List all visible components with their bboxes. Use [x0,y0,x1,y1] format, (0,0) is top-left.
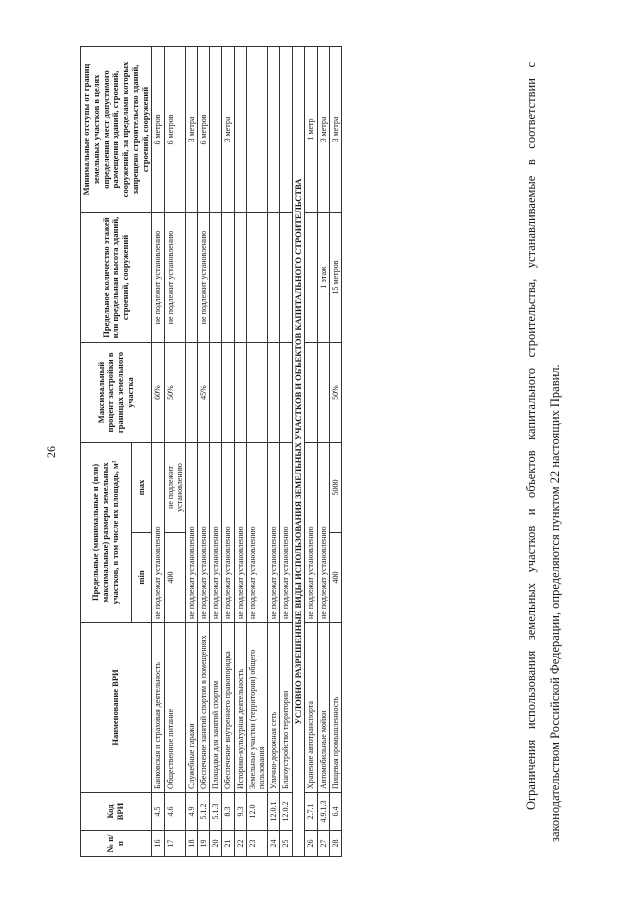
table-cell [280,213,292,343]
table-cell: не подлежат установлению [222,443,234,623]
table-cell: 21 [222,831,234,857]
table-row [152,47,164,857]
table-cell [317,343,329,443]
table-cell [210,213,222,343]
table-row [280,47,292,857]
table-cell: 6 метров [198,47,210,213]
table-cell: не подлежат установлению [305,443,317,623]
table-cell: не подлежат установлению [185,443,197,623]
table-cell: 16 [152,831,164,857]
table-cell: 5.1.2 [198,793,210,831]
table-cell: 3 метра [329,47,341,213]
table-cell: 27 [317,831,329,857]
table-row [305,47,317,857]
table-cell: 23 [246,831,267,857]
table-cell: 12.0.1 [268,793,280,831]
section-row [292,47,305,857]
table-cell: 1 метр [305,47,317,213]
table-cell [210,47,222,213]
table-cell: Общественное питание [164,623,185,793]
table-cell [305,213,317,343]
header-code: Код ВРИ [81,793,152,831]
table-cell: 400 [329,533,341,623]
table-cell [280,343,292,443]
table-cell: 4.9 [185,793,197,831]
table-cell: Банковская и страховая деятельность [152,623,164,793]
table-cell: 6 метров [152,47,164,213]
table-cell [234,343,246,443]
table-cell: не подлежат установлению [152,443,164,623]
table-cell: Автомобильные мойки [317,623,329,793]
table-cell: 8.3 [222,793,234,831]
table-cell: 1 этаж [317,213,329,343]
table-cell: 50% [329,343,341,443]
table-cell: Пищевая промышленность [329,623,341,793]
table-cell: Обеспечение занятий спортом в помещениях [198,623,210,793]
table-cell: 3 метра [185,47,197,213]
table-cell: Земельные участки (территории) общего пользования [246,623,267,793]
table-cell [268,47,280,213]
table-cell [280,47,292,213]
table-cell: не подлежат установлению [198,443,210,623]
table-cell [185,343,197,443]
table-cell: Хранение автотранспорта [305,623,317,793]
table-row [198,47,210,857]
table-cell: 28 [329,831,341,857]
table-cell: 6 метров [164,47,185,213]
table-cell: 26 [305,831,317,857]
table-cell: 2.7.1 [305,793,317,831]
table-cell: 4.9.1.3 [317,793,329,831]
conditional-rows [305,47,342,857]
page-number: 26 [44,446,58,458]
table-row [234,47,246,857]
table-cell [305,343,317,443]
table-cell: 24 [268,831,280,857]
table-cell: не подлежат установлению [234,443,246,623]
table-cell: не подлежат установлению [268,443,280,623]
table-cell: 3 метра [317,47,329,213]
table-cell: не подлежит установлению [198,213,210,343]
table-row [185,47,197,857]
table-cell: 3 метра [222,47,234,213]
table-cell: не подлежит установлению [164,443,185,533]
table-cell: 50% [164,343,185,443]
table-cell [268,213,280,343]
table-cell: не подлежат установлению [246,443,267,623]
table-cell: 9.3 [234,793,246,831]
section-title: УСЛОВНО РАЗРЕШЕННЫЕ ВИДЫ ИСПОЛЬЗОВАНИЯ ЗЕМЕЛЬНЫХ УЧАСТКОВ И ОБЪЕКТОВ КАПИТАЛЬНОГО СТРОИТЕЛЬСТВА [292,47,305,857]
table-cell [234,213,246,343]
header-row [81,47,132,857]
header-setback: Минимальные отступы от границ земельных участков в целях определения мест допустимого размещения зданий, строений, сооружений, за пределами которых запрещено строительство зданий, строений, сооружений [81,47,152,213]
table-row [246,47,267,857]
table-cell: 60% [152,343,164,443]
table-cell: не подлежит установлению [164,213,185,343]
permitted-rows [152,47,292,857]
table-cell: 5000 [329,443,341,533]
table-cell: 25 [280,831,292,857]
table-cell: 400 [164,533,185,623]
table-row [222,47,234,857]
table-cell [246,47,267,213]
table-cell: Улично-дорожная сеть [268,623,280,793]
header-floors: Предельное количество этажей или предельная высота зданий, строений, сооружений [81,213,152,343]
regulations-table [80,46,342,857]
table-cell: 4.6 [164,793,185,831]
table-cell: Благоустройство территории [280,623,292,793]
table-cell: 45% [198,343,210,443]
table-cell: 5.1.3 [210,793,222,831]
table-row [210,47,222,857]
table-cell: 18 [185,831,197,857]
table-cell [222,343,234,443]
header-coverage: Максимальный процент застройки в границах земельного участка [81,343,152,443]
table-cell: 4.5 [152,793,164,831]
table-cell: не подлежат установлению [210,443,222,623]
table-cell: Служебные гаражи [185,623,197,793]
table-cell: 15 метров [329,213,341,343]
table-cell [246,213,267,343]
table-cell [246,343,267,443]
footnote-text: Ограничения использования земельных участков и объектов капитального строительства, устанавливаемые в соответствии с законодательством Российской Федерации, определяются пунктом 22 настоящих Правил. [524,62,562,842]
table-cell: 12.0.2 [280,793,292,831]
table-cell: Историко-культурная деятельность [234,623,246,793]
header-name: Наименование ВРИ [81,623,152,793]
table-cell [185,213,197,343]
table-cell: не подлежат установлению [280,443,292,623]
header-min: min [132,533,152,623]
table-row [268,47,280,857]
table-row [164,47,185,857]
table-row [317,47,329,857]
table-cell: Площадки для занятий спортом [210,623,222,793]
header-no: № п/п [81,831,152,857]
table-cell [222,213,234,343]
table-cell [210,343,222,443]
table-cell [234,47,246,213]
table-cell: 12.0 [246,793,267,831]
rotated-page [40,22,600,882]
header-size-group: Предельные (минимальные и (или) максимальные) размеры земельных участков, в том числе их площадь, м² [81,443,132,623]
table-cell: 17 [164,831,185,857]
table-cell: 19 [198,831,210,857]
header-max: max [132,443,152,533]
table-cell: не подлежат установлению [317,443,329,623]
table-cell: не подлежит установлению [152,213,164,343]
table-row [329,47,341,857]
table-cell [268,343,280,443]
table-cell: 20 [210,831,222,857]
table-cell: 22 [234,831,246,857]
table-cell: 6.4 [329,793,341,831]
table-cell: Обеспечение внутреннего правопорядка [222,623,234,793]
